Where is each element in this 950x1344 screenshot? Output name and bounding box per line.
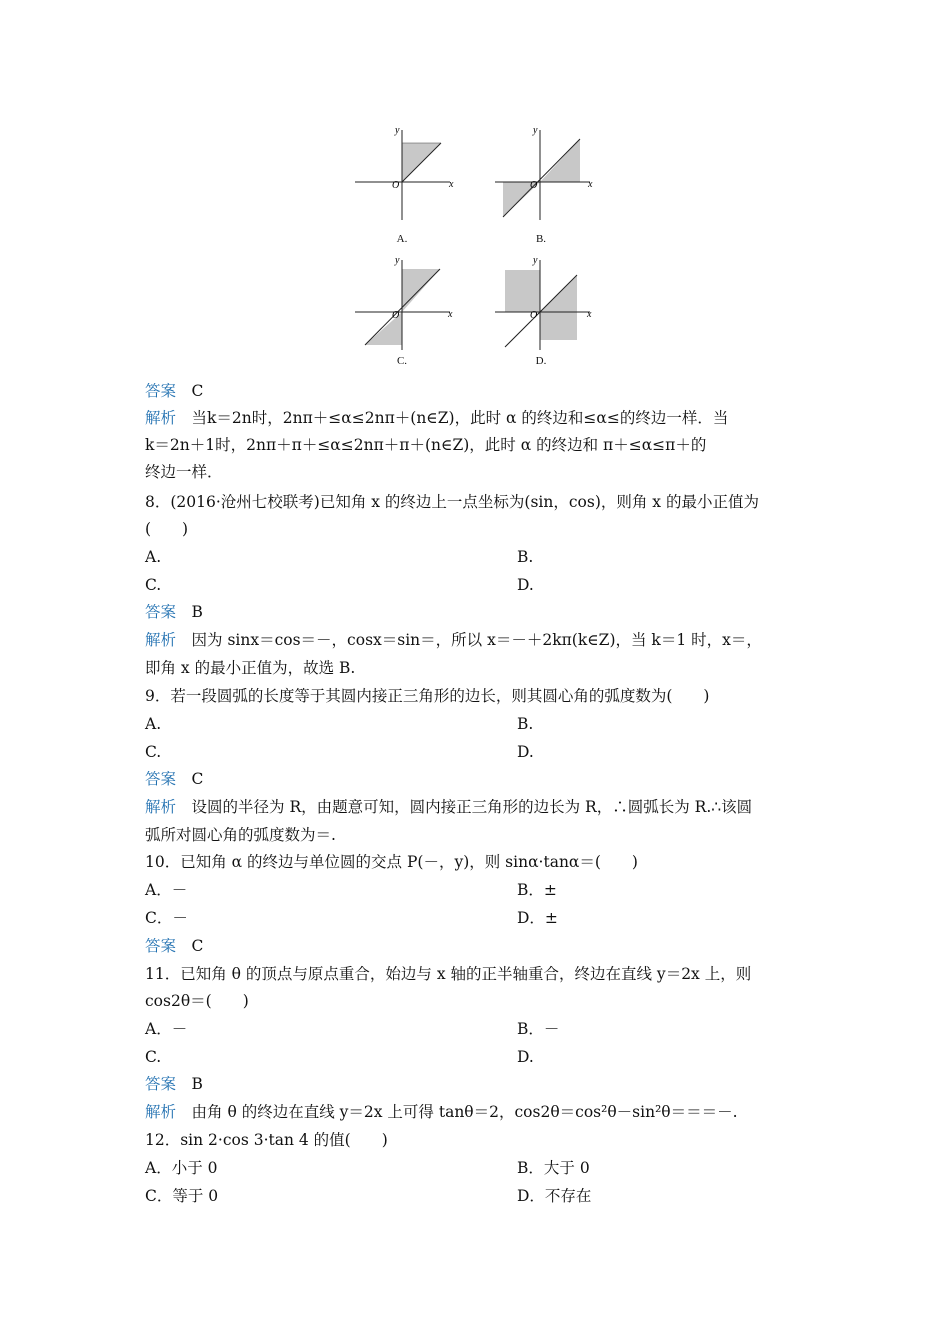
- q7-answer: C: [191, 382, 204, 400]
- origin-label: O: [392, 310, 400, 321]
- analysis-tag: 解析: [145, 798, 177, 816]
- figure-b-graph: [495, 125, 595, 225]
- q11-answer: B: [191, 1075, 203, 1093]
- q8-option-a: A.: [145, 548, 162, 566]
- y-axis-label: y: [533, 255, 538, 266]
- q12-stem: 12．sin 2·cos 3·tan 4 的值( ): [145, 1131, 388, 1149]
- q10-option-a: A．－: [145, 881, 188, 899]
- q9-analysis-1: 设圆的半径为 R，由题意可知，圆内接正三角形的边长为 R，∴圆弧长为 R.∴该圆: [191, 798, 753, 816]
- q11-option-a: A．－: [145, 1020, 188, 1038]
- q9-analysis-line-1: [145, 797, 752, 817]
- q8-analysis-1: 因为 sinx＝cos＝－，cosx＝sin＝，所以 x＝－＋2kπ(k∈Z)，当 k＝1 时，x＝，: [191, 631, 762, 649]
- q8-analysis-2: 即角 x 的最小正值为，故选 B.: [145, 659, 356, 677]
- q9-option-d: D.: [517, 743, 534, 761]
- q10-answer-line: [145, 936, 203, 956]
- q9-option-a: A.: [145, 715, 162, 733]
- y-axis-label: y: [533, 125, 538, 136]
- figure-c: [355, 255, 455, 367]
- q11-analysis-line: [145, 1102, 738, 1122]
- y-axis-label: y: [395, 125, 400, 136]
- figure-d-label: D.: [535, 355, 547, 367]
- answer-tag: 答案: [145, 770, 177, 788]
- figure-c-label: C.: [396, 355, 408, 367]
- q12-option-c: C．等于 0: [145, 1187, 219, 1205]
- q7-analysis-2: k＝2n＋1时，2nπ＋π＋≤α≤2nπ＋π＋(n∈Z)，此时 α 的终边和 π＋≤α≤π＋的: [145, 436, 707, 454]
- q10-option-b: B．±: [517, 881, 557, 899]
- x-axis-label: x: [448, 309, 453, 320]
- answer-tag: 答案: [145, 1075, 177, 1093]
- q10-stem: 10．已知角 α 的终边与单位圆的交点 P(－，y)，则 sinα·tanα＝( ): [145, 853, 638, 871]
- figure-b-label: B.: [535, 233, 547, 245]
- q8-option-d: D.: [517, 576, 534, 594]
- q9-analysis-2: 弧所对圆心角的弧度数为＝.: [145, 826, 336, 844]
- q8-option-c: C.: [145, 576, 162, 594]
- q9-answer: C: [191, 770, 204, 788]
- x-axis-label: x: [588, 179, 593, 190]
- q10-option-d: D．±: [517, 909, 558, 927]
- q8-stem-1: 8．(2016·沧州七校联考)已知角 x 的终边上一点坐标为(sin，cos)，则角 x 的最小正值为: [145, 493, 759, 511]
- q10-answer: C: [191, 937, 204, 955]
- q11-option-d: D.: [517, 1048, 534, 1066]
- figure-b: [495, 125, 595, 245]
- figure-a: [355, 125, 455, 245]
- q11-option-c: C.: [145, 1048, 162, 1066]
- q9-option-c: C.: [145, 743, 162, 761]
- figure-d: [495, 255, 595, 367]
- q8-answer: B: [191, 603, 203, 621]
- analysis-tag: 解析: [145, 409, 177, 427]
- origin-label: O: [530, 310, 538, 321]
- q12-option-a: A．小于 0: [145, 1159, 218, 1177]
- y-axis-label: y: [395, 255, 400, 266]
- figure-a-label: A.: [396, 233, 408, 245]
- analysis-tag: 解析: [145, 631, 177, 649]
- q9-answer-line: [145, 769, 203, 789]
- q11-analysis: 由角 θ 的终边在直线 y＝2x 上可得 tanθ＝2，cos2θ＝cos²θ－sin²θ＝＝＝－.: [191, 1103, 738, 1121]
- q9-option-b: B.: [517, 715, 534, 733]
- q8-answer-line: [145, 602, 203, 622]
- q7-analysis-3: 终边一样．: [145, 463, 223, 481]
- q8-option-b: B.: [517, 548, 534, 566]
- q8-stem-2: ( ): [145, 520, 189, 538]
- analysis-tag: 解析: [145, 1103, 177, 1121]
- x-axis-label: x: [449, 179, 454, 190]
- answer-tag: 答案: [145, 603, 177, 621]
- q7-analysis-line-1: [145, 408, 728, 428]
- figure-c-graph: [355, 255, 455, 355]
- q11-stem-2: cos2θ＝( ): [145, 992, 249, 1010]
- q11-option-b: B．－: [517, 1020, 560, 1038]
- answer-tag: 答案: [145, 382, 177, 400]
- figure-d-graph: [495, 255, 595, 355]
- origin-label: O: [530, 180, 538, 191]
- q10-option-c: C．－: [145, 909, 188, 927]
- q8-analysis-line-1: [145, 630, 762, 650]
- x-axis-label: x: [587, 309, 592, 320]
- q9-stem: 9．若一段圆弧的长度等于其圆内接正三角形的边长，则其圆心角的弧度数为( ): [145, 687, 710, 705]
- origin-label: O: [392, 180, 400, 191]
- q12-option-b: B．大于 0: [517, 1159, 590, 1177]
- answer-tag: 答案: [145, 937, 177, 955]
- q12-option-d: D．不存在: [517, 1187, 592, 1205]
- q11-answer-line: [145, 1074, 203, 1094]
- figure-a-graph: [355, 125, 455, 225]
- q11-stem-1: 11．已知角 θ 的顶点与原点重合，始边与 x 轴的正半轴重合，终边在直线 y＝2x 上，则: [145, 965, 752, 983]
- q7-answer-line: [145, 381, 203, 401]
- q7-analysis-1: 当k＝2n时，2nπ＋≤α≤2nπ＋(n∈Z)，此时 α 的终边和≤α≤的终边一样．当: [191, 409, 729, 427]
